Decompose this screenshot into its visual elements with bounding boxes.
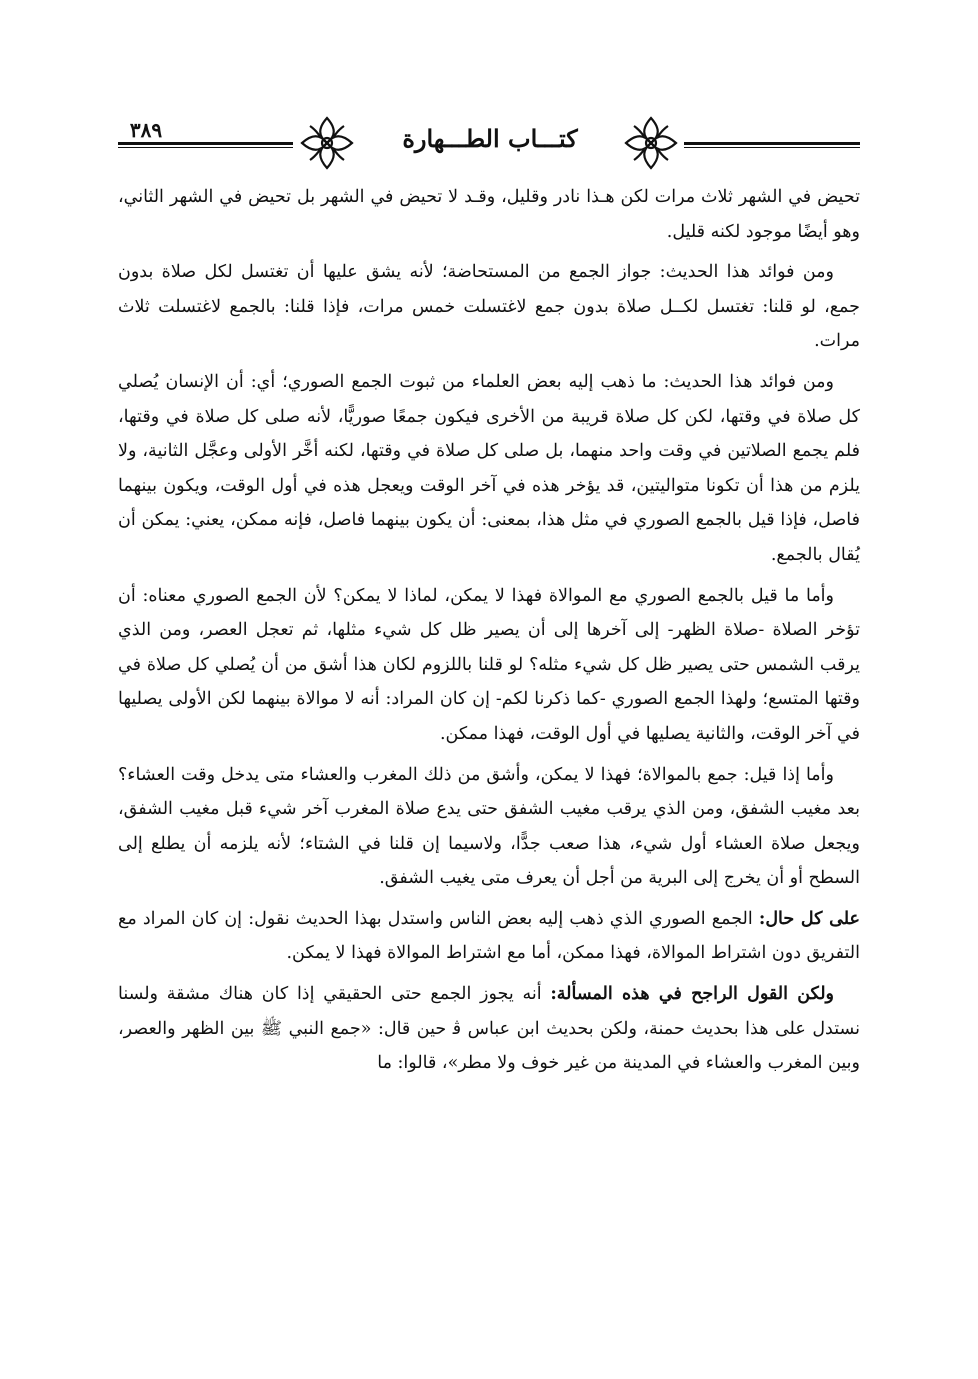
paragraph bbox=[118, 902, 860, 971]
paragraph-text: ومن فوائد هذا الحديث: ما ذهب إليه بعض العلماء من ثبوت الجمع الصوري؛ أي: أن الإنسان يُصلي كل صلاة في وقتها، لكن كل صلاة قريبة من الأخرى فيكون جمعًا صوريًّا، لأنه صلى كل صلاة في وقتها، فلم يجمع الصلاتين في وقت واحد منهما، بل صلى كل صلاة في وقتها، لكنه أخَّر الأولى وعجَّل الثانية، ولا يلزم من هذا أن تكونا متواليتين، قد يؤخر هذه في آخر الوقت ويعجل هذه في أول الوقت، ويكون بينهما فاصل، فإذا قيل بالجمع الصوري في مثل هذا، بمعنى: أن يكون بينهما فاصل، فإنه ممكن، يعني: يمكن أن يُقال بالجمع. bbox=[118, 371, 860, 565]
paragraph-text: تحيض في الشهر ثلاث مرات لكن هـذا نادر وقليل، وقـد لا تحيض في الشهر بل تحيض في الشهر الثاني، وهو أيضًا موجود لكنه قليل. bbox=[118, 187, 860, 242]
header-rule-right-thin bbox=[684, 147, 860, 148]
paragraph-lead: ولكن القول الراجح في هذه المسألة: bbox=[550, 984, 834, 1005]
page-number: ٣٨٩ bbox=[129, 118, 163, 142]
paragraph bbox=[118, 365, 860, 573]
paragraph bbox=[118, 579, 860, 752]
header-rule-right bbox=[684, 142, 860, 145]
paragraph bbox=[118, 758, 860, 896]
paragraph-text: أنه يجوز الجمع حتى الحقيقي إذا كان هناك مشقة ولسنا نستدل على هذا بحديث حمنة، ولكن بحديث ابن عباس ﭬ حين قال: «جمع النبي ﷺ بين الظهر والعصر، وبين المغرب والعشاء في المدينة من غير خوف ولا مطر»، قالوا: ما bbox=[118, 984, 860, 1074]
page-body bbox=[118, 180, 860, 1087]
paragraph-lead: على كل حال: bbox=[758, 908, 860, 929]
paragraph bbox=[118, 180, 860, 249]
paragraph-text: ومن فوائد هذا الحديث: جواز الجمع من المستحاضة؛ لأنه يشق عليها أن تغتسل لكل صلاة بدون جمع، لو قلنا: تغتسل لكــل صلاة بدون جمع لاغتسلت خمس مرات، فإذا قلنا: بالجمع لاغتسلت ثلاث مرات. bbox=[118, 262, 860, 352]
paragraph bbox=[118, 977, 860, 1081]
paragraph-text: وأما ما قيل بالجمع الصوري مع الموالاة فهذا لا يمكن، لماذا لا يمكن؟ لأن الجمع الصوري معناه: أن تؤخر الصلاة -صلاة الظهر- إلى آخرها إلى أن يصير ظل كل شيء مثلها، ثم تعجل العصر، ومن الذي يرقب الشمس حتى يصير ظل كل شيء مثله؟ لو قلنا باللزوم لكان هذا أشق من أن يُصلي كل صلاة في وقتها المتسع؛ ولهذا الجمع الصوري -كما ذكرنا لكم- إن كان المراد: أنه لا موالاة بينهما لكن الأولى يصليها في آخر الوقت، والثانية يصليها في أول الوقت، فهذا ممكن. bbox=[118, 585, 860, 744]
book-title: كتـــاب الطـــهارة bbox=[402, 124, 578, 153]
header-rule-left-thin bbox=[118, 147, 293, 148]
page-header bbox=[118, 112, 860, 176]
floral-ornament-icon bbox=[296, 112, 358, 174]
paragraph-text: وأما إذا قيل: جمع بالموالاة؛ فهذا لا يمكن، وأشق من ذلك المغرب والعشاء متى يدخل وقت العشاء؟ بعد مغيب الشفق، ومن الذي يرقب مغيب الشفق حتى يدع صلاة المغرب آخر شيء قبل مغيب الشفق، ويجعل صلاة العشاء أول شيء، هذا صعب جدًّا، ولاسيما إن قلنا في الشتاء؛ لأنه يلزمه أن يطلع إلى السطح أو أن يخرج إلى البرية من أجل أن يعرف متى يغيب الشفق. bbox=[118, 764, 860, 889]
paragraph-text: الجمع الصوري الذي ذهب إليه بعض الناس واستدل بهذا الحديث نقول: إن كان المراد مع التفريق دون اشتراط الموالاة، فهذا ممكن، أما مع اشتراط الموالاة فهذا لا يمكن. bbox=[118, 908, 860, 964]
floral-ornament-icon bbox=[620, 112, 682, 174]
header-rule-left bbox=[118, 142, 293, 145]
paragraph bbox=[118, 255, 860, 359]
